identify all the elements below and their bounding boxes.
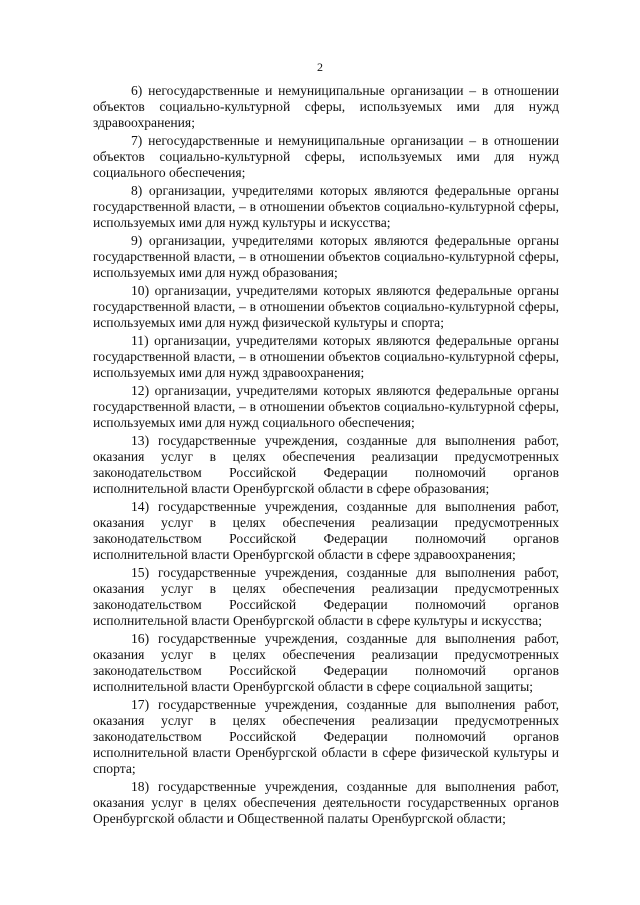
list-item: 16) государственные учреждения, созданные для выполнения работ, оказания услуг в целях обеспечения реализации предусмотренных законодательством Российской Федерации полномочий органов исполнительной власти Оренбургской области в сфере социальной защиты; bbox=[93, 631, 559, 694]
list-item: 10) организации, учредителями которых являются федеральные органы государственной власти, – в отношении объектов социально-культурной сферы, используемых ими для нужд физической культуры и спорта; bbox=[93, 283, 559, 330]
list-item: 9) организации, учредителями которых являются федеральные органы государственной власти, – в отношении объектов социально-культурной сферы, используемых ими для нужд образования; bbox=[93, 233, 559, 280]
list-item: 6) негосударственные и немуниципальные организации – в отношении объектов социально-культурной сферы, используемых ими для нужд здравоохранения; bbox=[93, 83, 559, 130]
list-item: 8) организации, учредителями которых являются федеральные органы государственной власти, – в отношении объектов социально-культурной сферы, используемых ими для нужд культуры и искусства; bbox=[93, 183, 559, 230]
list-item: 7) негосударственные и немуниципальные организации – в отношении объектов социально-культурной сферы, используемых ими для нужд социального обеспечения; bbox=[93, 133, 559, 180]
list-item: 11) организации, учредителями которых являются федеральные органы государственной власти, – в отношении объектов социально-культурной сферы, используемых ими для нужд здравоохранения; bbox=[93, 333, 559, 380]
list-item: 14) государственные учреждения, созданные для выполнения работ, оказания услуг в целях обеспечения реализации предусмотренных законодательством Российской Федерации полномочий органов исполнительной власти Оренбургской области в сфере здравоохранения; bbox=[93, 499, 559, 562]
list-item: 13) государственные учреждения, созданные для выполнения работ, оказания услуг в целях обеспечения реализации предусмотренных законодательством Российской Федерации полномочий органов исполнительной власти Оренбургской области в сфере образования; bbox=[93, 433, 559, 496]
page-number: 2 bbox=[317, 60, 323, 74]
list-item: 12) организации, учредителями которых являются федеральные органы государственной власти, – в отношении объектов социально-культурной сферы, используемых ими для нужд социального обеспечения; bbox=[93, 383, 559, 430]
list-item: 15) государственные учреждения, созданные для выполнения работ, оказания услуг в целях обеспечения реализации предусмотренных законодательством Российской Федерации полномочий органов исполнительной власти Оренбургской области в сфере культуры и искусства; bbox=[93, 565, 559, 628]
list-item: 17) государственные учреждения, созданные для выполнения работ, оказания услуг в целях обеспечения реализации предусмотренных законодательством Российской Федерации полномочий органов исполнительной власти Оренбургской области в сфере физической культуры и спорта; bbox=[93, 697, 559, 776]
document-body bbox=[93, 83, 559, 829]
list-item: 18) государственные учреждения, созданные для выполнения работ, оказания услуг в целях обеспечения деятельности государственных органов Оренбургской области и Общественной палаты Оренбургской области; bbox=[93, 779, 559, 826]
